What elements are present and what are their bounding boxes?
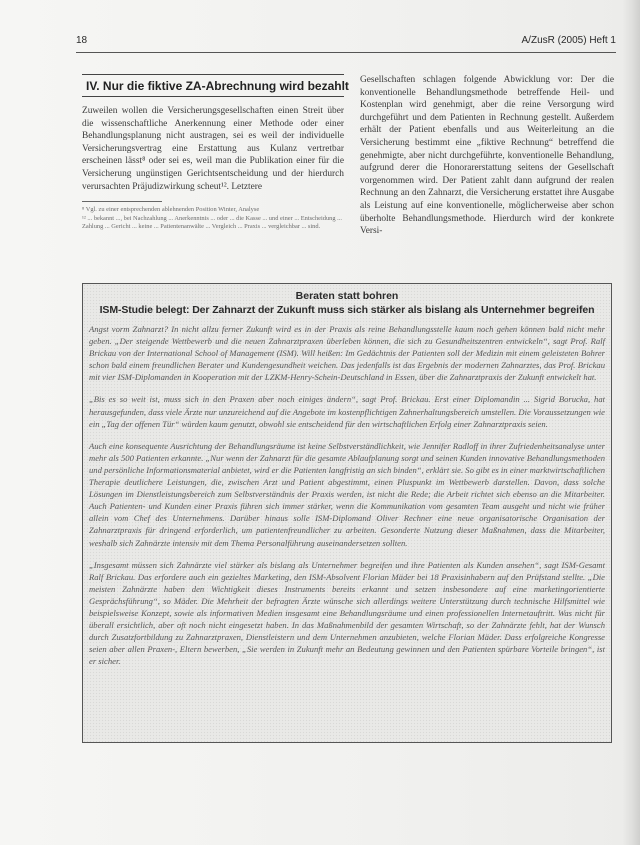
right-column (360, 74, 614, 238)
left-column (82, 74, 349, 231)
footnote: ⁸ Vgl. zu einer entsprechenden ablehnenden Position Winter, Analyse (82, 206, 260, 214)
box-paragraph: „Bis es so weit ist, muss sich in den Praxen aber noch einiges ändern“, sagt Prof. Brickau. Erst einer Diplomandin ... Sigrid Borucka, hat herausgefunden, dass viele Ärzte nur unzureichend auf die Angebote im kostenpflichtigen Zahnerhaltungsbereich umstellen. Die Voraussetzungen wie ein „Tag der offenen Tür“ würden kaum genutzt, obwohl sie entscheidend für den wirtschaftlichen Erfolg einer Zahnarztpraxis seien. (89, 394, 605, 429)
box-kicker: Beraten statt bohren (295, 290, 399, 302)
page-number: 18 (76, 35, 88, 46)
box-heading (83, 284, 611, 317)
page-shadow (622, 0, 640, 845)
box-title: ISM-Studie belegt: Der Zahnarzt der Zukunft muss sich stärker als bislang als Unternehmer begreifen (99, 304, 595, 316)
box-paragraph: Auch eine konsequente Ausrichtung der Behandlungsräume ist keine Selbstverständlichkeit, wie Jennifer Radloff in ihrer Zufriedenheitsanalyse unter mehr als 500 Patienten erkannte. „Nur wenn der Zahnarzt für die gesamte Ablaufplanung sorgt und seinen Kunden innovative Behandlungsmethoden und persönliche Informationsmaterial anbietet, wird er die Patienten langfristig an sich binden“, erklärt sie. So gibt es in einer marktwirtschaftlichen Therapie deutlichere Leistungen, die, zwischen Arzt und Patient abgestimmt, einen Pluspunkt im Wettbewerb darstellen. Davon, dass solche Lösungen im Dienstleistungsbereich zum Selbstverständnis der Praxis werden, ist nicht die Rede; die Arbeit richtet sich ebenso an die Mitarbeiter. Auch Patienten- und Kunden einer Praxis führen sich immer stärker, wenn die Kommunikation vom gesamten Team ausgeht und nicht wie früher allein vom Chef des Unternehmens. Darüber hinaus solle ISM-Diplomand Oliver Rechner eine neue organisatorische Organisation der Zahnarztpraxis für dringend erforderlich, um patientenfreundlicher zu arbeiten. Gesonderte Nutzung dieser Maßnahmen, dass die Mitarbeiter, weshalb sich Zahnärzte intensiv mit dem Thema Personalführung auseinandersetzen sollten. (89, 440, 605, 548)
right-body-text: Gesellschaften schlagen folgende Abwicklung vor: Der die konventionelle Behandlungsmethode betreffende Heil- und Kostenplan wird genehmigt, aber die reine Versorgung wird durchgeführt und dem Patienten in Rechnung gestellt. Außerdem erhält der Patient ebenfalls und aus Weiterleitung an die Versicherung bestimmt eine „fiktive Rechnung“ betreffend die genehmigte, aber nicht durchgeführte, konventionelle Behandlung, aufgrund derer die Honorarerstattung seitens der Gesellschaft vorgenommen wird. Der Patient zahlt dann aufgrund der realen Rechnung an den Zahnarzt, die Versicherung erstattet ihre Ausgabe als Leistung auf eine konventionelle, möglicherweise aber schon überholte Behandlungsmethode. Hierdurch wird der konkrete Versi- (360, 75, 614, 237)
left-body-text: Zuweilen wollen die Versicherungsgesellschaften einen Streit über die wissenschaftliche Anerkennung einer Methode oder einer Behandlungsplanung nicht austragen, sei es weil der individuelle Versicherungsvertrag eine Erstattung aus Kulanz vertretbar erscheinen lässt⁸ oder sei es, weil man die Publikation einer für die Versicherung ungünstigen Gerichtsentscheidung und der hierdurch verursachten Präjudizwirkung scheut¹². Letztere (82, 106, 344, 192)
running-header (76, 35, 616, 51)
box-paragraph: „Insgesamt müssen sich Zahnärzte viel stärker als bislang als Unternehmer begreifen und ihre Patienten als Kunden ansehen“, sagt ISM-Gesamt Ralf Brickau. Das erfordere auch ein gezieltes Marketing, den ISM-Absolvent Florian Mäder bei 18 Praxisinhabern auf den Prüfstand stellte. „Die meisten Zahnärzte haben den Wichtigkeit dieses Instruments bereits erkannt und setzen insbesondere auf eine marketingorientierte Gesprächsführung“, so Mäder. Die Mehrheit der befragten Ärzte wünsche sich allerdings weitere Unterstützung durch technische Hilfsmittel wie beispielsweise Konzept, sowie als informativen Medien insgesamt eine Behandlungsräume und einen professionellen Internetauftritt. Was nicht für überall ersichtlich, aber oft noch nicht eingesetzt haben. In das Maßnahmenbild der gesamten Wirtschaft, so der Zahnärzte fehlt, hat der Wunsch durch Zusatzfortbildung zu Zahnarztpraxen, Dienstleistern und dem Unternehmen anzubieten, welche Florian Mäder. Dass erfolgreiche Kongresse seien aber allen Praxen-, Eltern bewerben, „Sie werden in Zukunft mehr an Bedeutung gewinnen und den Patienten spürbare Vorteile bringen“, ist er sicher. (89, 559, 605, 667)
section-heading: IV. Nur die fiktive ZA-Abrechnung wird bezahlt (82, 74, 344, 97)
header-rule (76, 52, 616, 53)
journal-citation: A/ZusR (2005) Heft 1 (521, 35, 616, 46)
box-body (83, 317, 611, 667)
box-paragraph: Angst vorm Zahnarzt? In nicht allzu ferner Zukunft wird es in der Praxis als reine Behandlungsstelle kaum noch gehen können bald nicht mehr geben. „Der steigende Wettbewerb und die neuen Zahnarztpraxen überleben können, die sich zu Gesundheitszentren entwickeln“, sagt Prof. Ralf Brickau von der International School of Management (ISM). Will heißen: Im Gedächtnis der Patienten soll der Medizin mit einem geleisteten Bohrer schon bald einem freundlichen Berater und Kundengesundheit weichen. Das jedenfalls ist das Ergebnis der modernen Zahnarztes, das Prof. Brickau mit vier ISM-Diplomanden in Kooperation mit der LZKM-Henry-Schein-Deutschland in Essen, über die Zahnarztpraxis der Zukunft entwickelt hat. (89, 324, 605, 383)
footnote-rule (82, 201, 162, 202)
footnote: ¹² ... bekannt ..., bei Nachzahlung ... Anerkenntnis ... oder ... die Kasse ... und einer ... Entscheidung ... Zahlung ... Gericht ... keine ... Patientenanwälte ... Vergleich ... Praxis ... vergleichbar ... sind. (82, 214, 342, 230)
info-box (82, 283, 612, 743)
